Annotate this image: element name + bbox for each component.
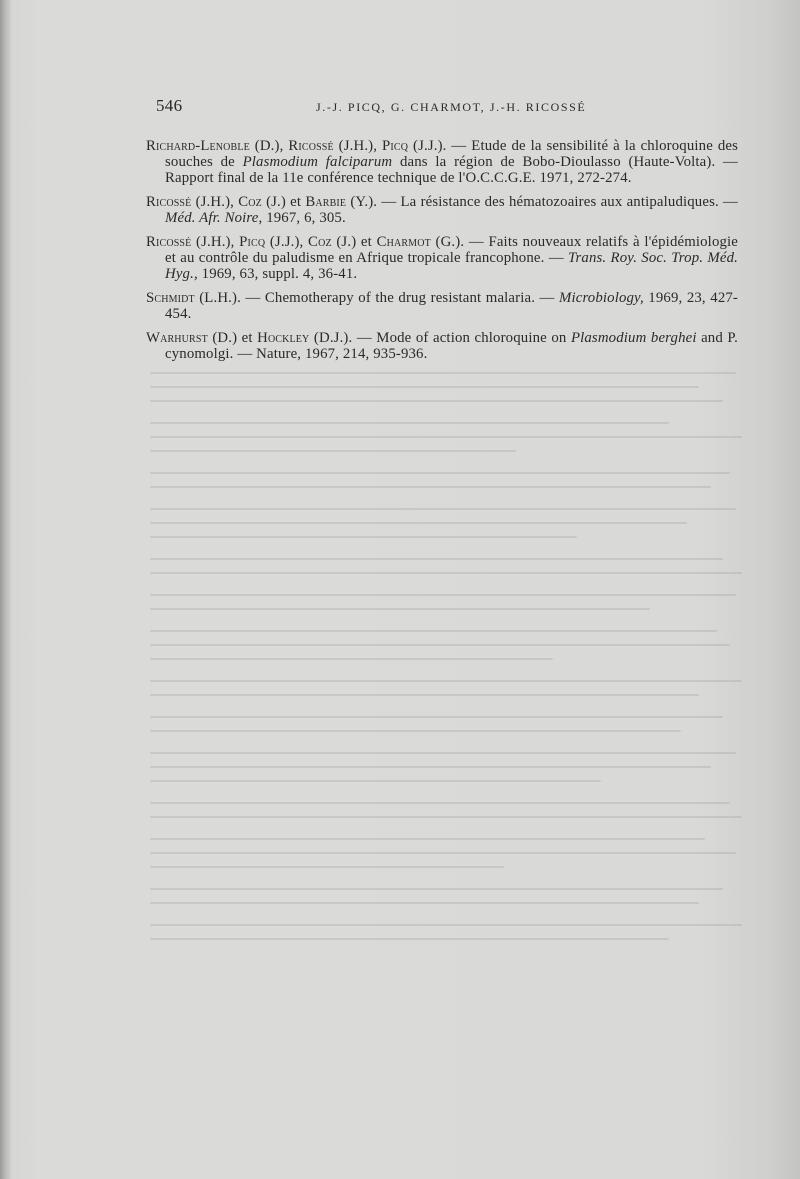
running-head: J.-J. PICQ, G. CHARMOT, J.-H. RICOSSÉ: [316, 100, 587, 114]
reference-title: — Faits nouveaux relatifs à l'épidémiologie et au contrôle du paludisme en Afrique tropicale francophone. —: [165, 234, 739, 266]
reference-author: Schmidt: [146, 290, 195, 306]
reference-title: — Mode of action chloroquine on: [356, 330, 571, 346]
reference-citation: 1969, 23, 427-454.: [165, 290, 738, 322]
reference-italic: Plasmodium berghei: [570, 330, 697, 346]
reference-list: [146, 138, 738, 370]
reference-author: Picq: [382, 138, 409, 154]
reference-author: Hockley: [257, 330, 310, 346]
reference-author-initials: (J.H.),: [191, 194, 239, 210]
reference-author: Coz: [308, 234, 332, 250]
reference-author-initials: (D.) et: [207, 330, 258, 346]
reference-author: Picq: [239, 234, 266, 250]
reference-citation: dans la région de Bobo-Dioulasso (Haute-Volta). — Rapport final de la 11e conférence technique de l'O.C.C.G.E. 1971, 272-274.: [165, 154, 738, 186]
reference-author: Richard-Lenoble: [146, 138, 250, 154]
reference-entry: [146, 330, 738, 362]
reference-author-initials: (J.) et: [261, 194, 306, 210]
reference-author: Barbie: [305, 194, 347, 210]
reference-author-initials: (J.J.),: [265, 234, 309, 250]
page-binding-shadow: [0, 0, 11, 1179]
reference-title: — Chemotherapy of the drug resistant malaria. —: [245, 290, 559, 306]
reference-title: — La résistance des hématozoaires aux antipaludiques. —: [381, 194, 738, 210]
reference-author: Ricossé: [146, 194, 192, 210]
reference-author: Charmot: [376, 234, 431, 250]
reference-author-initials: (J.) et: [331, 234, 377, 250]
show-through-text: [150, 360, 760, 1080]
reference-italic: Plasmodium falciparum: [242, 154, 393, 170]
reference-author-initials: (J.H.),: [333, 138, 383, 154]
reference-author-initials: (G.).: [430, 234, 469, 250]
reference-author-initials: (J.H.),: [191, 234, 240, 250]
reference-entry: [146, 234, 738, 282]
reference-author: Ricossé: [146, 234, 192, 250]
page-number: 546: [156, 96, 183, 115]
reference-author: Warhurst: [146, 330, 208, 346]
reference-citation: 1967, 6, 305.: [262, 210, 346, 226]
reference-italic: Trans. Roy. Soc. Trop. Méd. Hyg.,: [165, 250, 738, 282]
reference-citation: 1969, 63, suppl. 4, 36-41.: [197, 266, 358, 282]
page-header: [156, 96, 756, 120]
reference-entry: [146, 290, 738, 322]
reference-author: Coz: [238, 194, 262, 210]
reference-author-initials: (J.J.).: [408, 138, 452, 154]
reference-author-initials: (D.J.).: [309, 330, 357, 346]
reference-author-initials: (L.H.).: [194, 290, 246, 306]
reference-italic: Microbiology,: [558, 290, 644, 306]
reference-citation: and P. cynomolgi. — Nature, 1967, 214, 935-936.: [165, 330, 738, 362]
reference-author-initials: (D.),: [249, 138, 289, 154]
reference-entry: [146, 138, 738, 186]
reference-entry: [146, 194, 738, 226]
reference-italic: Méd. Afr. Noire,: [165, 210, 263, 226]
reference-author: Ricossé: [288, 138, 334, 154]
reference-title: — Etude de la sensibilité à la chloroquine des souches de: [165, 138, 738, 170]
reference-author-initials: (Y.).: [346, 194, 382, 210]
